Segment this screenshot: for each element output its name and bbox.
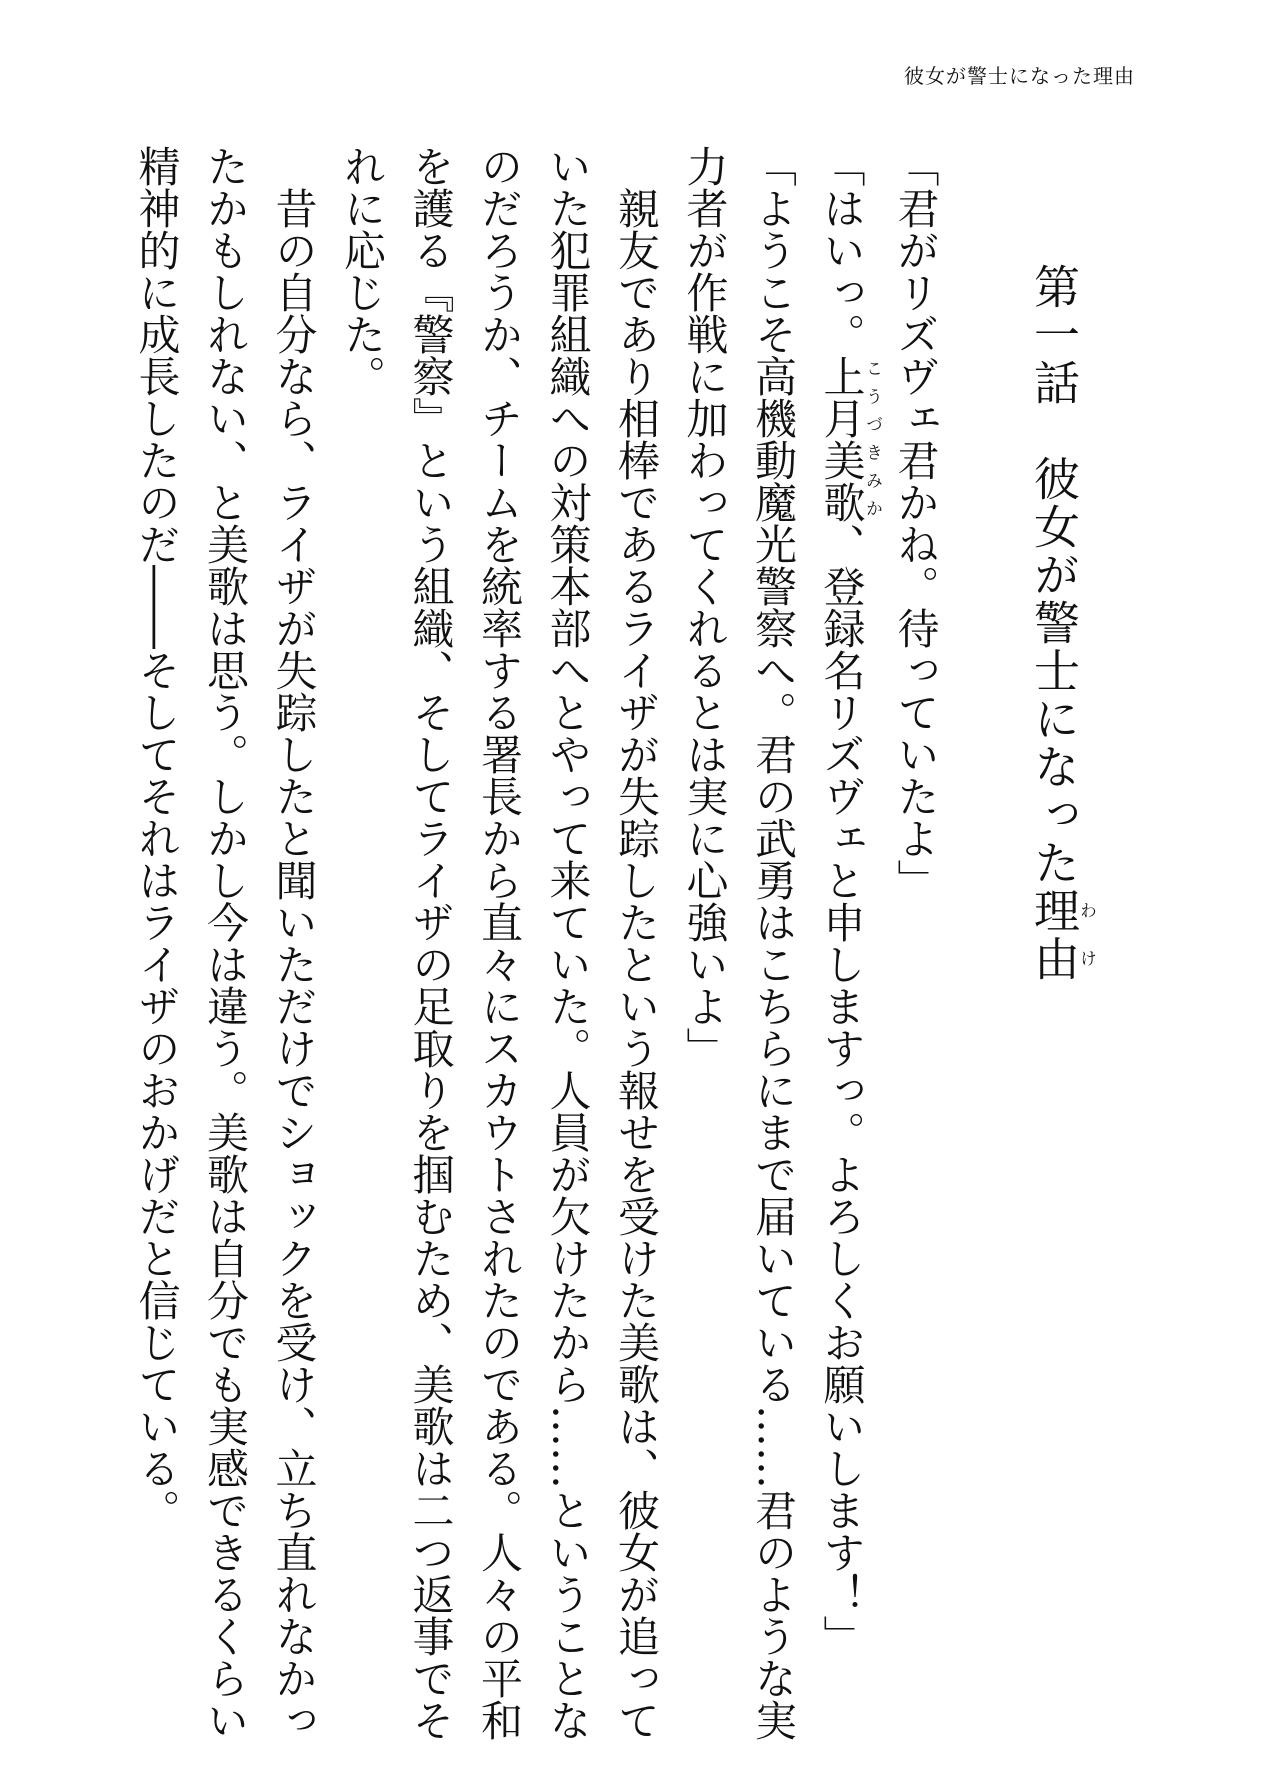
- vertical-text-body: [70, 145, 1130, 1765]
- chapter-title-ruby-text: わけ: [1076, 887, 1096, 983]
- running-header: 彼女が警士になった理由: [904, 64, 1135, 88]
- chapter-title-ruby-base: 理由: [1027, 887, 1081, 983]
- narration-paragraph-1: 親友であり相棒であるライザが失踪したという報せを受けた美歌は、彼女が追っていた犯罪組織への対策本部へとやって来ていた。人員が欠けたから……ということなのだろうか、チームを統率する署長から直々にスカウトされたのである。人々の平和を護る『警察』という組織、そしてライザの足取りを掴むため、美歌は二つ返事でそれに応じた。: [338, 145, 661, 1741]
- name-ruby-text: こうづきみか: [862, 355, 882, 523]
- chapter-title-main: 彼女が警士になった: [1027, 455, 1081, 887]
- dialogue-line-2: [807, 145, 881, 1765]
- dialogue-line-2-end: 、登録名リズヴェと申しますっ。よろしくお願いします！」: [817, 523, 867, 1657]
- chapter-number: 第一話: [1027, 263, 1081, 407]
- name-ruby: [817, 355, 882, 523]
- dialogue-line-3: 「ようこそ高機動魔光警察へ。君の武勇はこちらにまで届いている……君のような実力者が作戦に加わってくれるとは実に心強いよ」: [680, 145, 798, 1741]
- chapter-title: [1020, 145, 1096, 1765]
- chapter-title-ruby: [1027, 887, 1096, 983]
- dialogue-line-1: 「君がリズヴェ君かね。待っていたよ」: [891, 145, 941, 901]
- name-ruby-base: 上月美歌: [817, 355, 867, 523]
- dialogue-line-2-start: 「はいっ。: [817, 145, 867, 355]
- narration-paragraph-2: 昔の自分なら、ライザが失踪したと聞いただけでショックを受け、立ち直れなかったかもしれない、と美歌は思う。しかし今は違う。美歌は自分でも実感できるくらい精神的に成長したのだ――そしてそれはライザのおかげだと信じている。: [132, 145, 319, 1741]
